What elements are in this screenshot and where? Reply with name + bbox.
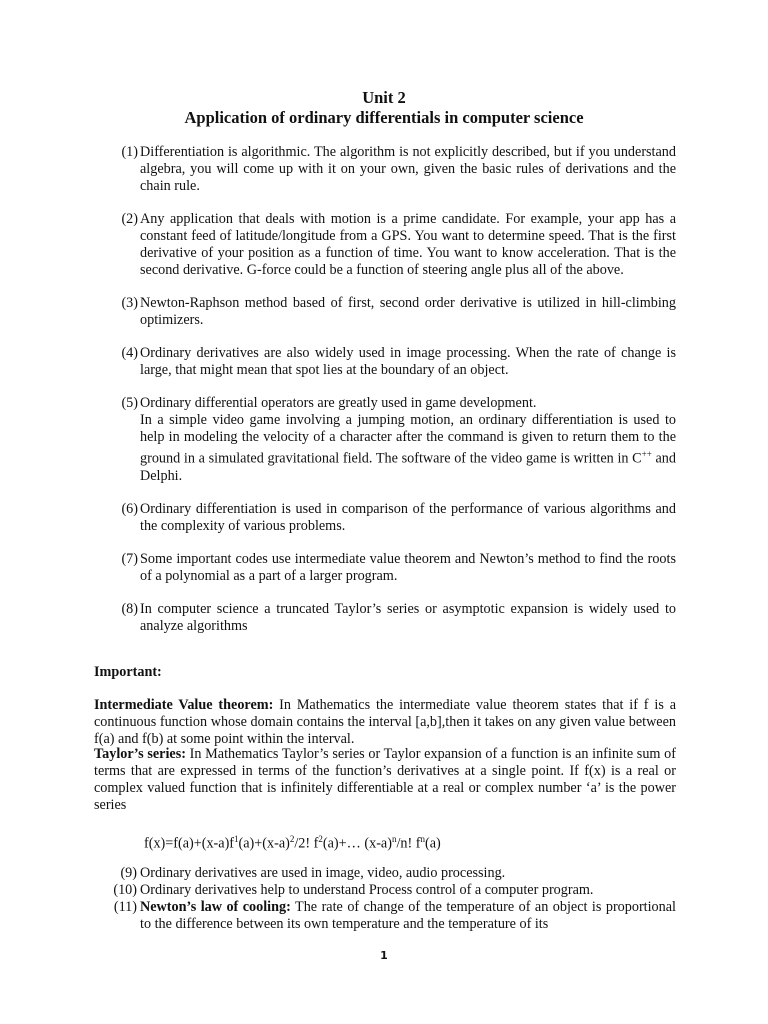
application-list [94,144,676,635]
item-text: Ordinary derivatives help to understand Process control of a computer program. [140,882,594,898]
list-item [94,601,676,635]
item-text: The rate of change of the temperature of an object is proportional to the difference between its own temperature and the temperature of its [140,899,676,932]
item-number: (6) [121,500,138,517]
list-item [94,211,676,279]
item-text: Differentiation is algorithmic. The algorithm is not explicitly described, but if you understand algebra, you will come up with it on your own, given the basic rules of derivations and the chain rule. [140,144,676,194]
item-text: Ordinary derivatives are also widely used in image processing. When the rate of change is large, that might mean that spot lies at the boundary of an object. [140,345,676,378]
item-number: (5) [121,395,138,411]
item-text: Any application that deals with motion is a prime candidate. For example, your app has a constant feed of latitude/longitude from a GPS. You want to determine speed. That is the first derivative of your position as a function of time. You want to know acceleration. That is the second derivative. G-force could be a function of steering angle plus all of the above. [140,211,676,278]
application-list-continued [94,865,676,933]
taylor-label: Taylor’s series: [94,746,186,762]
page-number: 1 [380,949,388,962]
item-number: (7) [121,550,138,567]
list-item [94,899,676,933]
page-title: Application of ordinary differentials in computer science [184,108,584,127]
item-text: In computer science a truncated Taylor’s series or asymptotic expansion is widely used to analyze algorithms [140,600,676,634]
item-number: (8) [121,600,138,617]
list-item [94,501,676,535]
item-text: Some important codes use intermediate value theorem and Newton’s method to find the roots of a polynomial as a part of a larger program. [140,550,676,584]
item-number: (2) [121,211,138,227]
important-label: Important: [94,664,162,680]
item-text: Newton-Raphson method based of first, second order derivative is utilized in hill-climbing optimizers. [140,295,676,328]
list-item [94,395,676,485]
ivt-label: Intermediate Value theorem: [94,697,274,713]
item-number: (3) [121,295,138,311]
taylor-paragraph [94,746,676,814]
item-number: (1) [121,144,138,160]
item-number: (4) [121,345,138,361]
list-item [94,865,676,882]
list-item [94,882,676,899]
newton-cooling-label: Newton’s law of cooling: [140,899,291,915]
item-number: (10) [113,882,137,898]
item-number: (11) [113,899,137,915]
item-text: Ordinary differential operators are greatly used in game development. [140,395,537,411]
ivt-paragraph [94,697,676,748]
list-item [94,345,676,379]
unit-heading: Unit 2 [362,88,406,107]
list-item [94,551,676,585]
item-text-continued: In a simple video game involving a jumping motion, an ordinary differentiation is used to help in modeling the velocity of a character after the command is given to return them to the ground in a simulated gravitational field. The software of the video game is written in C++ and Delphi. [140,412,676,484]
list-item [94,144,676,195]
taylor-formula: $f(x)=f(a)+(x-a)f^1(a)+(x-a)^2/2$! $f^2(a)+\dots$ $(x-a)^n/n$! $f^n(a)$ [144,834,441,852]
list-item [94,295,676,329]
item-number: (9) [120,865,137,881]
taylor-text: In Mathematics Taylor’s series or Taylor expansion of a function is an infinite sum of terms that are expressed in terms of the function’s derivatives at a single point. If f(x) is a real or complex valued function that is infinitely differentiable at a real or complex number ‘a’ is the power series [94,746,676,813]
ivt-text: In Mathematics the intermediate value theorem states that if f is a continuous function whose domain contains the interval [a,b],then it takes on any given value between f(a) and f(b) at some point within the interval. [94,697,676,747]
item-text: Ordinary differentiation is used in comparison of the performance of various algorithms and the complexity of various problems. [140,500,676,534]
item-text: Ordinary derivatives are used in image, video, audio processing. [140,865,506,881]
